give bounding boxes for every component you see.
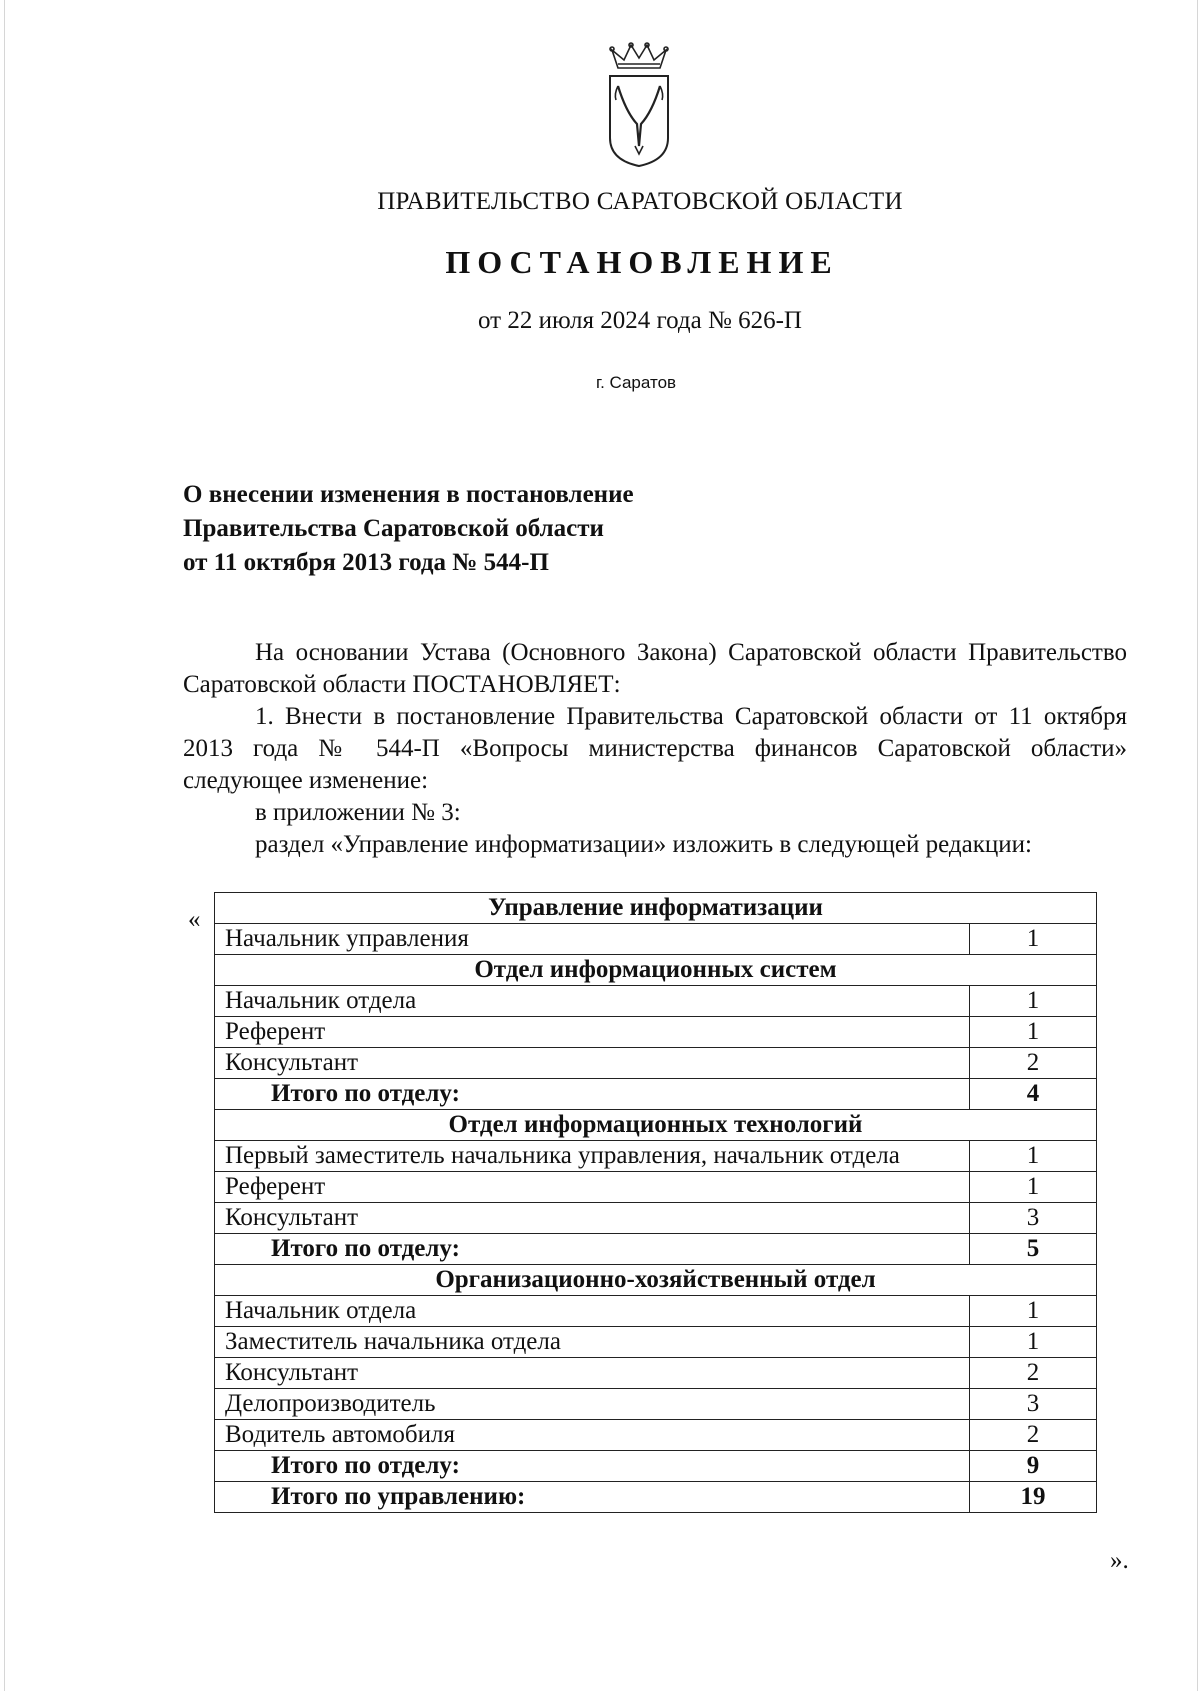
position-count: 19 bbox=[970, 1482, 1097, 1513]
position-name: Консультант bbox=[215, 1203, 970, 1234]
subject-line: от 11 октября 2013 года № 544-П bbox=[183, 549, 549, 576]
position-count: 1 bbox=[970, 924, 1097, 955]
position-count: 1 bbox=[970, 1172, 1097, 1203]
position-count: 5 bbox=[970, 1234, 1097, 1265]
section-title: Управление информатизации bbox=[215, 893, 1097, 924]
section-title: Организационно-хозяйственный отдел bbox=[215, 1265, 1097, 1296]
position-name: Консультант bbox=[215, 1048, 970, 1079]
table-row bbox=[215, 924, 1097, 955]
document-city: г. Саратов bbox=[595, 373, 677, 392]
body-paragraph: в приложении № 3: bbox=[255, 799, 461, 826]
position-count: 4 bbox=[970, 1079, 1097, 1110]
document-subject bbox=[183, 478, 634, 580]
table-section-row bbox=[215, 893, 1097, 924]
table-row bbox=[215, 1327, 1097, 1358]
document-type: ПОСТАНОВЛЕНИЕ bbox=[445, 244, 839, 280]
section-title: Отдел информационных технологий bbox=[215, 1110, 1097, 1141]
position-count: 2 bbox=[970, 1420, 1097, 1451]
scan-edge-left bbox=[4, 0, 5, 1691]
table-total-row bbox=[215, 1234, 1097, 1265]
subject-line: О внесении изменения в постановление bbox=[183, 481, 634, 508]
position-count: 1 bbox=[970, 986, 1097, 1017]
document-date-number: от 22 июля 2024 года № 626-П bbox=[478, 307, 802, 334]
table-row bbox=[215, 986, 1097, 1017]
opening-quote: « bbox=[188, 906, 201, 933]
table-row bbox=[215, 1389, 1097, 1420]
position-name: Заместитель начальника отдела bbox=[215, 1327, 970, 1358]
table-row bbox=[215, 1358, 1097, 1389]
position-name: Консультант bbox=[215, 1358, 970, 1389]
position-count: 1 bbox=[970, 1296, 1097, 1327]
section-title: Отдел информационных систем bbox=[215, 955, 1097, 986]
table-row bbox=[215, 1296, 1097, 1327]
subject-line: Правительства Саратовской области bbox=[183, 515, 604, 542]
position-count: 2 bbox=[970, 1048, 1097, 1079]
position-count: 3 bbox=[970, 1389, 1097, 1420]
position-count: 9 bbox=[970, 1451, 1097, 1482]
table-total-row bbox=[215, 1451, 1097, 1482]
table-section-row bbox=[215, 1110, 1097, 1141]
government-name: ПРАВИТЕЛЬСТВО САРАТОВСКОЙ ОБЛАСТИ bbox=[377, 188, 903, 215]
table-row bbox=[215, 1420, 1097, 1451]
position-name: Итого по управлению: bbox=[215, 1482, 970, 1513]
position-count: 1 bbox=[970, 1327, 1097, 1358]
table-row bbox=[215, 1203, 1097, 1234]
position-name: Итого по отделу: bbox=[215, 1079, 970, 1110]
position-name: Водитель автомобиля bbox=[215, 1420, 970, 1451]
position-count: 3 bbox=[970, 1203, 1097, 1234]
position-count: 1 bbox=[970, 1017, 1097, 1048]
table-section-row bbox=[215, 1265, 1097, 1296]
body-paragraph: 1. Внести в постановление Правительства Саратовской области от 11 октября 2013 года № 544-П «Вопросы министерства финансов Саратовской области» следующее изменение: bbox=[183, 703, 1127, 794]
document-body bbox=[183, 637, 1127, 861]
position-name: Итого по отделу: bbox=[215, 1234, 970, 1265]
staff-table-body bbox=[215, 893, 1097, 1513]
body-paragraph: На основании Устава (Основного Закона) Саратовской области Правительство Саратовской области ПОСТАНОВЛЯЕТ: bbox=[183, 639, 1127, 698]
table-row bbox=[215, 1172, 1097, 1203]
position-name: Референт bbox=[215, 1172, 970, 1203]
position-name: Первый заместитель начальника управления, начальник отдела bbox=[215, 1141, 970, 1172]
staff-table bbox=[214, 892, 1097, 1513]
position-name: Начальник отдела bbox=[215, 1296, 970, 1327]
position-count: 1 bbox=[970, 1141, 1097, 1172]
body-paragraph: раздел «Управление информатизации» изложить в следующей редакции: bbox=[255, 831, 1032, 858]
table-total-row bbox=[215, 1079, 1097, 1110]
table-total-row bbox=[215, 1482, 1097, 1513]
position-name: Начальник управления bbox=[215, 924, 970, 955]
position-name: Делопроизводитель bbox=[215, 1389, 970, 1420]
position-name: Референт bbox=[215, 1017, 970, 1048]
coat-of-arms-icon bbox=[604, 42, 674, 170]
position-count: 2 bbox=[970, 1358, 1097, 1389]
closing-quote: ». bbox=[1110, 1547, 1129, 1574]
table-row bbox=[215, 1017, 1097, 1048]
table-row bbox=[215, 1141, 1097, 1172]
table-section-row bbox=[215, 955, 1097, 986]
position-name: Итого по отделу: bbox=[215, 1451, 970, 1482]
position-name: Начальник отдела bbox=[215, 986, 970, 1017]
table-row bbox=[215, 1048, 1097, 1079]
